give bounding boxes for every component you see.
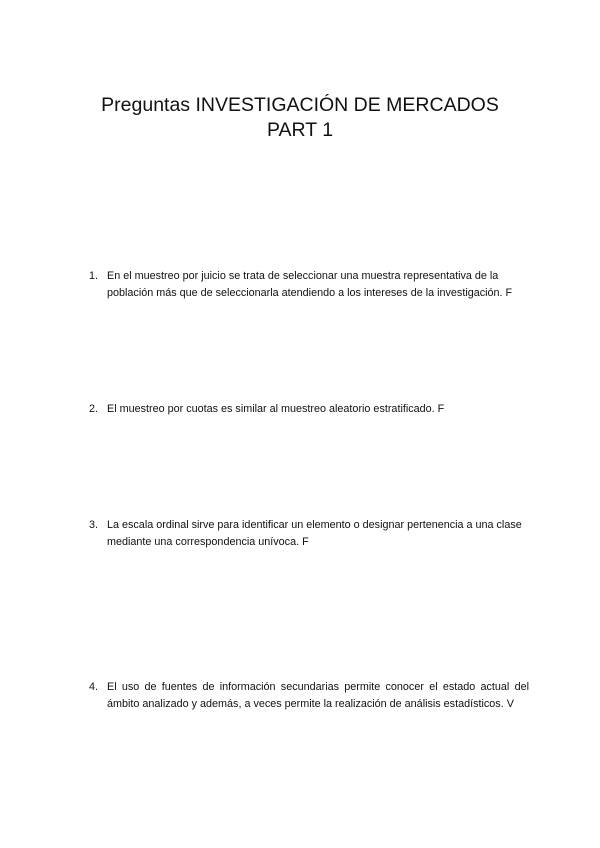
question-text: El uso de fuentes de información secundarias permite conocer el estado actual del ámbito analizado y además, a veces permite la realización de análisis estadísticos. V	[107, 681, 529, 710]
question-item-2	[89, 401, 529, 418]
question-number: 3.	[89, 519, 99, 531]
question-text: El muestreo por cuotas es similar al muestreo aleatorio estratificado. F	[107, 403, 445, 415]
question-number: 4.	[89, 681, 99, 693]
question-number: 2.	[89, 403, 99, 415]
page-title	[0, 93, 600, 143]
title-line-2: PART 1	[266, 119, 334, 141]
question-item-1	[89, 268, 529, 302]
question-number: 1.	[89, 270, 99, 282]
question-item-3	[89, 517, 529, 551]
title-line-1: Preguntas INVESTIGACIÓN DE MERCADOS	[101, 94, 499, 116]
question-text: La escala ordinal sirve para identificar un elemento o designar pertenencia a una clase mediante una correspondencia unívoca. F	[107, 519, 522, 548]
question-text: En el muestreo por juicio se trata de seleccionar una muestra representativa de la población más que de seleccionarla atendiendo a los intereses de la investigación. F	[107, 270, 513, 299]
question-item-4	[89, 679, 529, 713]
